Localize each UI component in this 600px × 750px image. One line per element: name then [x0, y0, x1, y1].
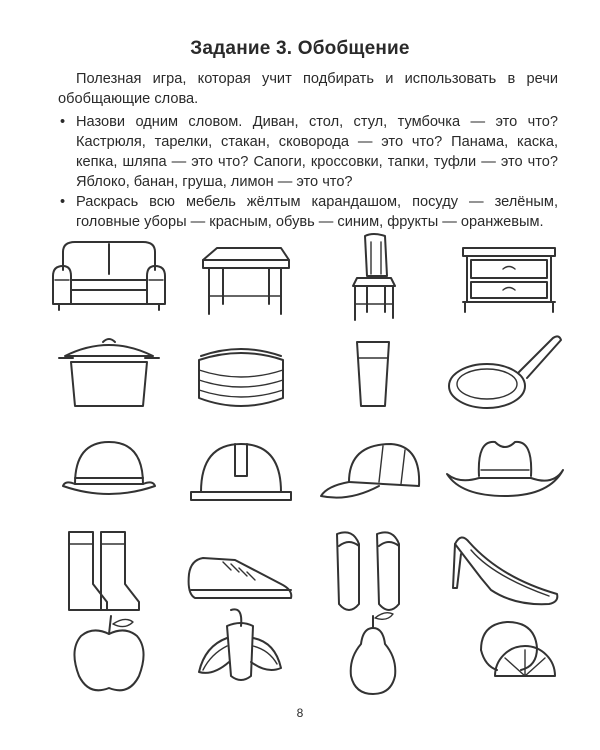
picture-grid	[45, 230, 557, 700]
banana-icon	[177, 606, 305, 700]
high-heels-icon	[441, 524, 569, 618]
glass-icon	[309, 328, 437, 422]
page-title: Задание 3. Обобщение	[190, 38, 410, 59]
intro-text: Полезная игра, которая учит подбирать и использовать в речи обобщающие слова.	[58, 71, 558, 107]
cowboy-hat-icon	[441, 426, 569, 520]
cap-icon	[309, 426, 437, 520]
panama-hat-icon	[45, 426, 173, 520]
task-item-name: • Назови одним словом. Диван, стол, стул, тумбочка — это что? Кастрюля, тарелки, стакан, сковорода — это что? Панама, каска, кепка, шляпа — это что? Сапоги, кроссовки, тапки, туфли — это что? Яблоко, банан, груша, лимон — это что?	[58, 112, 558, 192]
task-list	[58, 112, 558, 232]
hard-hat-icon	[177, 426, 305, 520]
frying-pan-icon	[441, 328, 569, 422]
nightstand-icon	[441, 230, 569, 324]
table-icon	[177, 230, 305, 324]
task-item-color: • Раскрась всю мебель жёлтым карандашом, посуду — зелёным, головные уборы — красным, обувь — синим, фрукты — оранжевым.	[58, 192, 558, 232]
plates-icon	[177, 328, 305, 422]
slippers-icon	[309, 524, 437, 618]
pot-icon	[45, 328, 173, 422]
sofa-icon	[45, 230, 173, 324]
lemon-icon	[441, 606, 569, 700]
apple-icon	[45, 606, 173, 700]
pear-icon	[309, 606, 437, 700]
sneaker-icon	[177, 524, 305, 618]
chair-icon	[309, 230, 437, 324]
page-number: 8	[296, 706, 304, 720]
boots-icon	[45, 524, 173, 618]
